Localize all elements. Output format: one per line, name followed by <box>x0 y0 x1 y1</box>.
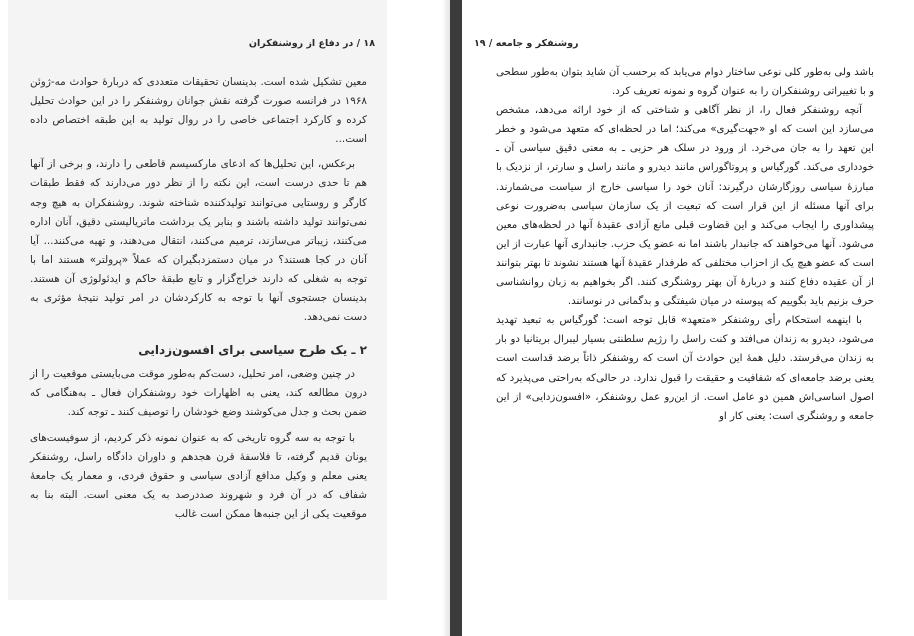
paragraph: آنچه روشنفکر فعال را، از نظر آگاهی و شناختی که از خود ارائه می‌دهد، مشخص می‌سازد این است که او «جهت‌گیری» می‌کند؛ اما در لحظه‌ای که متعهد می‌شود و خطر این تعهد را به جان می‌خرد. از ورود در سلک هر حزبی ـ به معنی دقیق سیاسی آن ـ خودداری می‌کند. گورگیاس و پروتاگوراس مانند دیدرو و مانند راسل و سارتر، از نزدیک با مبارزهٔ سیاسی روزگارشان درگیرند: آنان خود را سیاسی خارج از سیاست می‌شمارند. برای آنها مسئله از این قرار است که تبعیت از یک سازمان سیاسی به‌ضرورت نوعی پیشداوری را ایجاب می‌کند و این قضاوت قبلی مانع آزادی عقیدهٔ آنها در لحظه‌های معین می‌شود. آنها می‌خواهند که جانبدار باشند اما نه عضو یک حزب. جانبداری آنها عبارت از این است که عضو هیچ یک از احزاب مختلفی که طرفدار عقیدهٔ آنها هستند نشوند تا بهتر بتوانند از آن عقیده دفاع کنند و دربارهٔ آن بهتر روشنگری کنند. اگر بخواهیم به زبان روانشناسی حرف بزنیم باید بگوییم که پیوسته در میان شیفتگی و بدگمانی در نوسانند. <box>496 105 874 308</box>
page-body <box>30 73 367 524</box>
right-book-page <box>462 0 914 636</box>
running-header-text: روشنفکر و جامعه / ۱۹ <box>474 38 579 49</box>
paragraph: برعکس، این تحلیل‌ها که ادعای مارکسیسم قاطعی را دارند، و برخی از آنها هم تا حدی درست است، این نکته را از نظر دور می‌دارند که فقط طبقات کارگر و روستایی می‌توانند تولیدکننده شناخته شوند. روشنفکران به هیچ وجه نمی‌توانند تولید داشته باشند و بنابر یک برداشت ماتریالیستی دقیق، آنان اداره می‌کنند، زیباتر می‌سازند، ترمیم می‌کنند، انتقال می‌دهند، و تهیه می‌کنند... آیا آنان در کجا هستند؟ در میان دستمزدبگیران که عملاً «پرولتر» هستند اما با توجه به شغلی که دارند خراج‌گزار و تابع طبقهٔ حاکم و ایدئولوژی آن هستند. بدینسان جستجوی آنها با توجه به کارکردشان در امر تولید نتیجهٔ مؤثری به دست نمی‌دهد. <box>30 158 367 324</box>
left-book-page <box>8 0 387 600</box>
running-header-text: ۱۸ / در دفاع از روشنفکران <box>248 38 375 49</box>
paragraph: با اینهمه استحکام رأی روشنفکر «متعهد» قابل توجه است: گورگیاس به تبعید تهدید می‌شود، دیدرو به زندان می‌افتد و کنت راسل را رژیم سلطنتی بسیار لیبرال بریتانیا دو بار به زندان می‌فرستد. دلیل همهٔ این حوادث آن است که روشنفکر ذاتاً برضد قداست است یعنی برضد جامعه‌ای که شفافیت و حقیقت را قبول ندارد. در حالی‌که به‌راحتی می‌پذیرد که اصول اساسی‌اش همین دو عامل است. از این‌رو عمل روشنفکر، «افسون‌زدایی» از این جامعه و روشنگری است: یعنی کار او <box>496 315 874 422</box>
paragraph: در چنین وضعی، امر تحلیل، دست‌کم به‌طور موقت می‌بایستی موقعیت را از درون مطالعه کند، یعنی به اظهارات خود روشنفکران فعال ـ به‌هنگامی که ضمن بحث و جدل می‌کوشند وضع خودشان را توصیف کنند ـ توجه کند. <box>30 368 367 419</box>
paragraph: معین تشکیل شده است. بدینسان تحقیقات متعددی که دربارهٔ حوادث مه-ژوئن ۱۹۶۸ در فرانسه صورت گرفته نقش جوانان روشنفکر را در این حوادث تحلیل کرده و کارکرد اجتماعی خاصی را در روال تولید به این طبقه اختصاص داده است... <box>30 76 367 146</box>
section-heading: ۲ ـ یک طرح سیاسی برای افسون‌زدایی <box>138 343 367 358</box>
paragraph: با توجه به سه گروه تاریخی که به عنوان نمونه ذکر کردیم، از سوفیست‌های یونان قدیم گرفته، تا فلاسفهٔ قرن هجدهم و داوران دادگاه راسل، روشنفکر یعنی معلم و وکیل مدافع آزادی سیاسی و حقوق فردی، و معمار یک جامعهٔ شفاف که در آن فرد و شهروند صددرصد به یک معنی است. البته بنا به موقعیت یکی از این جنبه‌ها ممکن است غالب <box>30 431 367 520</box>
page-body <box>496 63 874 426</box>
running-header <box>249 38 375 49</box>
paragraph: باشد ولی به‌طور کلی نوعی ساختار دوام می‌یابد که برحسب آن شاید بتوان به‌طور سطحی و با تغییراتی روشنفکران را به عنوان گروه و نمونه تعریف کرد. <box>496 67 874 98</box>
page-gutter-shadow <box>442 0 450 636</box>
running-header <box>474 38 579 49</box>
book-spine <box>450 0 462 636</box>
